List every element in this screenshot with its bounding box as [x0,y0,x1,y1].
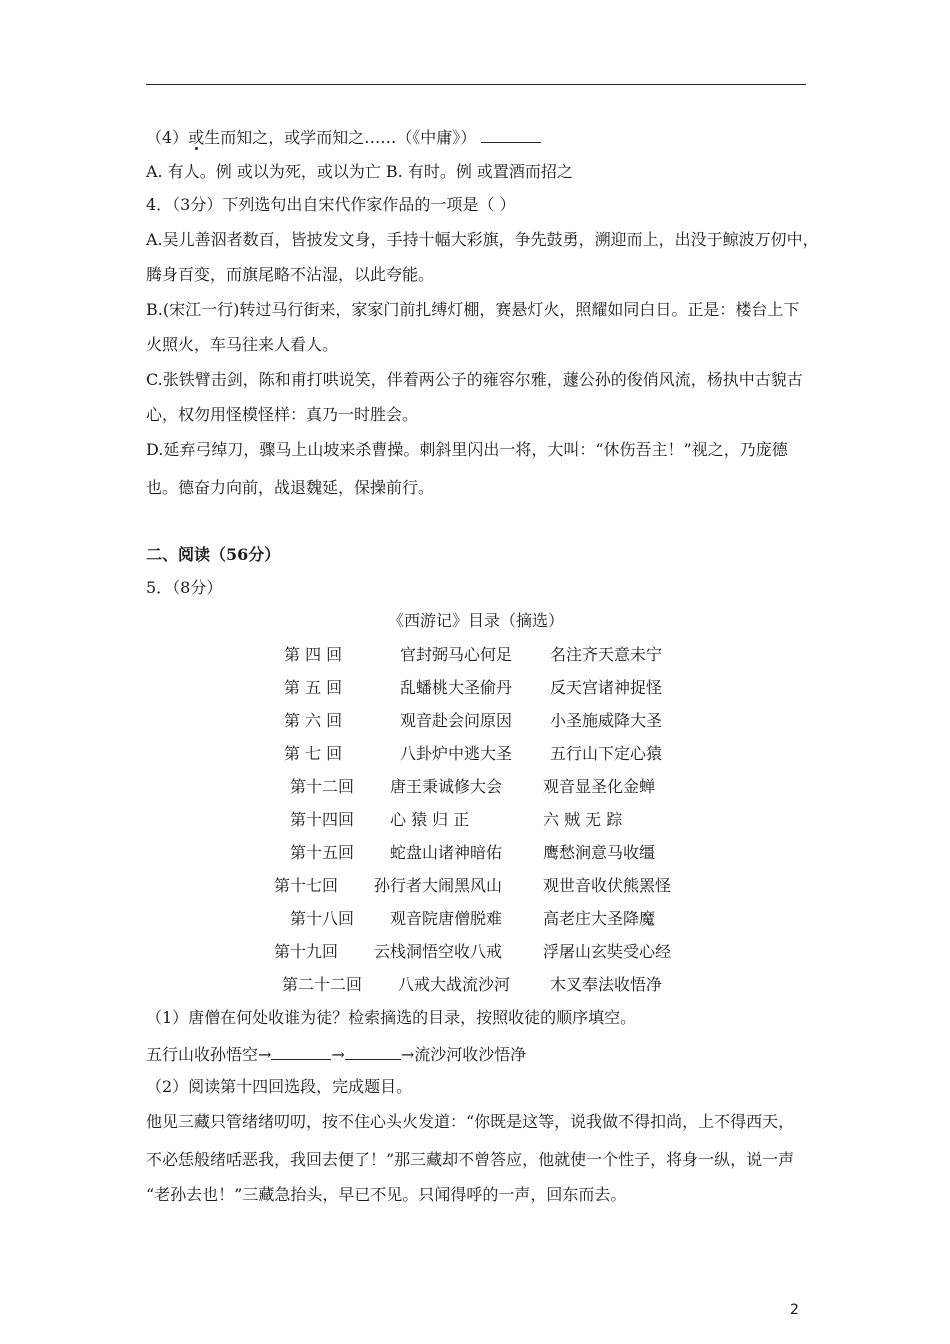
toc-title-second: 浮屠山玄奘受心经 [543,942,672,961]
toc-title-second: 五行山下定心猿 [550,744,663,763]
answer-blank[interactable] [481,124,541,143]
q4-option-b-line1: B.(宋江一行)转过马行街来，家家门前扎缚灯棚，赛悬灯火，照耀如同白日。正是：楼台上下 [146,300,800,319]
toc-chapter-number: 第二十二回 [282,975,363,994]
toc-title-second: 名注齐天意未宁 [550,645,663,664]
toc-title-first: 观音院唐僧脱难 [390,909,503,928]
toc-title-second: 观世音收伏熊罴怪 [543,876,672,895]
q5-2-stem: （2）阅读第十四回选段，完成题目。 [146,1077,413,1096]
q4-option-c-line2: 心，权勿用怪模怪样：真乃一时胜会。 [146,405,419,424]
q3-item-4-prefix: （4） [146,128,189,147]
toc-chapter-number: 第十四回 [290,810,355,829]
toc-title-second: 鹰愁涧意马收缰 [543,843,656,862]
emphasis-dot-char: 或 [188,128,205,147]
toc-title-first: 官封弼马心何足 [400,645,513,664]
toc-chapter-number: 第 四 回 [284,645,343,664]
toc-title-second: 反天宫诸神捉怪 [550,678,663,697]
toc-chapter-number: 第十九回 [274,942,339,961]
q3-options: A. 有人。例 或以为死，或以为亡 B. 有时。例 或置酒而招之 [146,162,573,181]
q5-1-fill-line [146,1041,526,1067]
toc-chapter-number: 第 七 回 [284,744,343,763]
q4-option-d-line1: D.延弃弓绰刀，骤马上山坡来杀曹操。刺斜里闪出一将，大叫：“休伤吾主！”视之，乃庞德 [146,440,788,459]
toc-title-first: 云栈洞悟空收八戒 [374,942,503,961]
q4-option-a-line1: A.吴儿善泅者数百，皆披发文身，手持十幅大彩旗，争先鼓勇，溯迎而上，出没于鲸波万仞中， [146,230,819,249]
toc-chapter-number: 第十七回 [274,876,339,895]
header-rule [146,84,806,85]
toc-title-first: 观音赴会问原因 [400,711,513,730]
toc-chapter-number: 第十五回 [290,843,355,862]
q4-option-c-line1: C.张铁臂击剑，陈和甫打哄说笑，伴着两公子的雍容尔雅，蘧公孙的俊俏风流，杨执中古貌古 [146,370,803,389]
q4-option-a-line2: 腾身百变，而旗尾略不沾湿，以此夸能。 [146,265,435,284]
passage-line-1: 他见三藏只管绪绪叨叨，按不住心头火发道：“你既是这等，说我做不得扣尚，上不得西天， [146,1112,795,1131]
toc-title-second: 高老庄大圣降魔 [543,909,656,928]
page-number: 2 [790,1302,799,1318]
toc-title-first: 唐王秉诚修大会 [390,777,503,796]
answer-blank-2[interactable] [345,1041,401,1060]
toc-chapter-number: 第十二回 [290,777,355,796]
toc-title-first: 孙行者大闹黑风山 [374,876,503,895]
toc-title: 《西游记》目录（摘选） [387,611,564,630]
passage-line-2: 不必恁般绪咶恶我，我回去便了！”那三藏却不曾答应，他就使一个性子，将身一纵，说一声 [146,1150,795,1169]
answer-blank-1[interactable] [271,1041,331,1060]
toc-title-first: 心 猿 归 正 [390,810,470,829]
q5-1-end: →流沙河收沙悟净 [400,1045,527,1064]
toc-title-second: 观音显圣化金蝉 [543,777,656,796]
toc-title-first: 乱蟠桃大圣偷丹 [400,678,513,697]
toc-chapter-number: 第 六 回 [284,711,343,730]
q4-option-d-line2: 也。德奋力向前，战退魏延，保操前行。 [146,478,435,497]
q4-option-b-line2: 火照火，车马往来人看人。 [146,335,339,354]
q5-label: 5．（8分） [146,578,223,597]
toc-title-second: 木叉奉法收悟净 [550,975,663,994]
section-heading: 二、阅读（56分） [146,545,281,564]
arrow-icon: → [331,1045,345,1064]
toc-chapter-number: 第十八回 [290,909,355,928]
q3-item-4 [146,124,541,150]
q5-1-start: 五行山收孙悟空→ [146,1045,272,1064]
q3-item-4-text: 生而知之，或学而知之……（《中庸》） [204,128,477,147]
toc-title-second: 六 贼 无 踪 [543,810,623,829]
passage-line-3: “老孙去也！”三藏急抬头，早已不见。只闻得呼的一声，回东而去。 [146,1185,627,1204]
toc-title-first: 八戒大战流沙河 [398,975,511,994]
toc-title-first: 八卦炉中逃大圣 [400,744,513,763]
q4-stem: 4．（3分）下列选句出自宋代作家作品的一项是（ ） [146,195,516,214]
toc-title-second: 小圣施威降大圣 [550,711,663,730]
toc-title-first: 蛇盘山诸神暗佑 [390,843,503,862]
q5-1-stem: （1）唐僧在何处收谁为徒？检索摘选的目录，按照收徒的顺序填空。 [146,1008,637,1027]
toc-chapter-number: 第 五 回 [284,678,343,697]
